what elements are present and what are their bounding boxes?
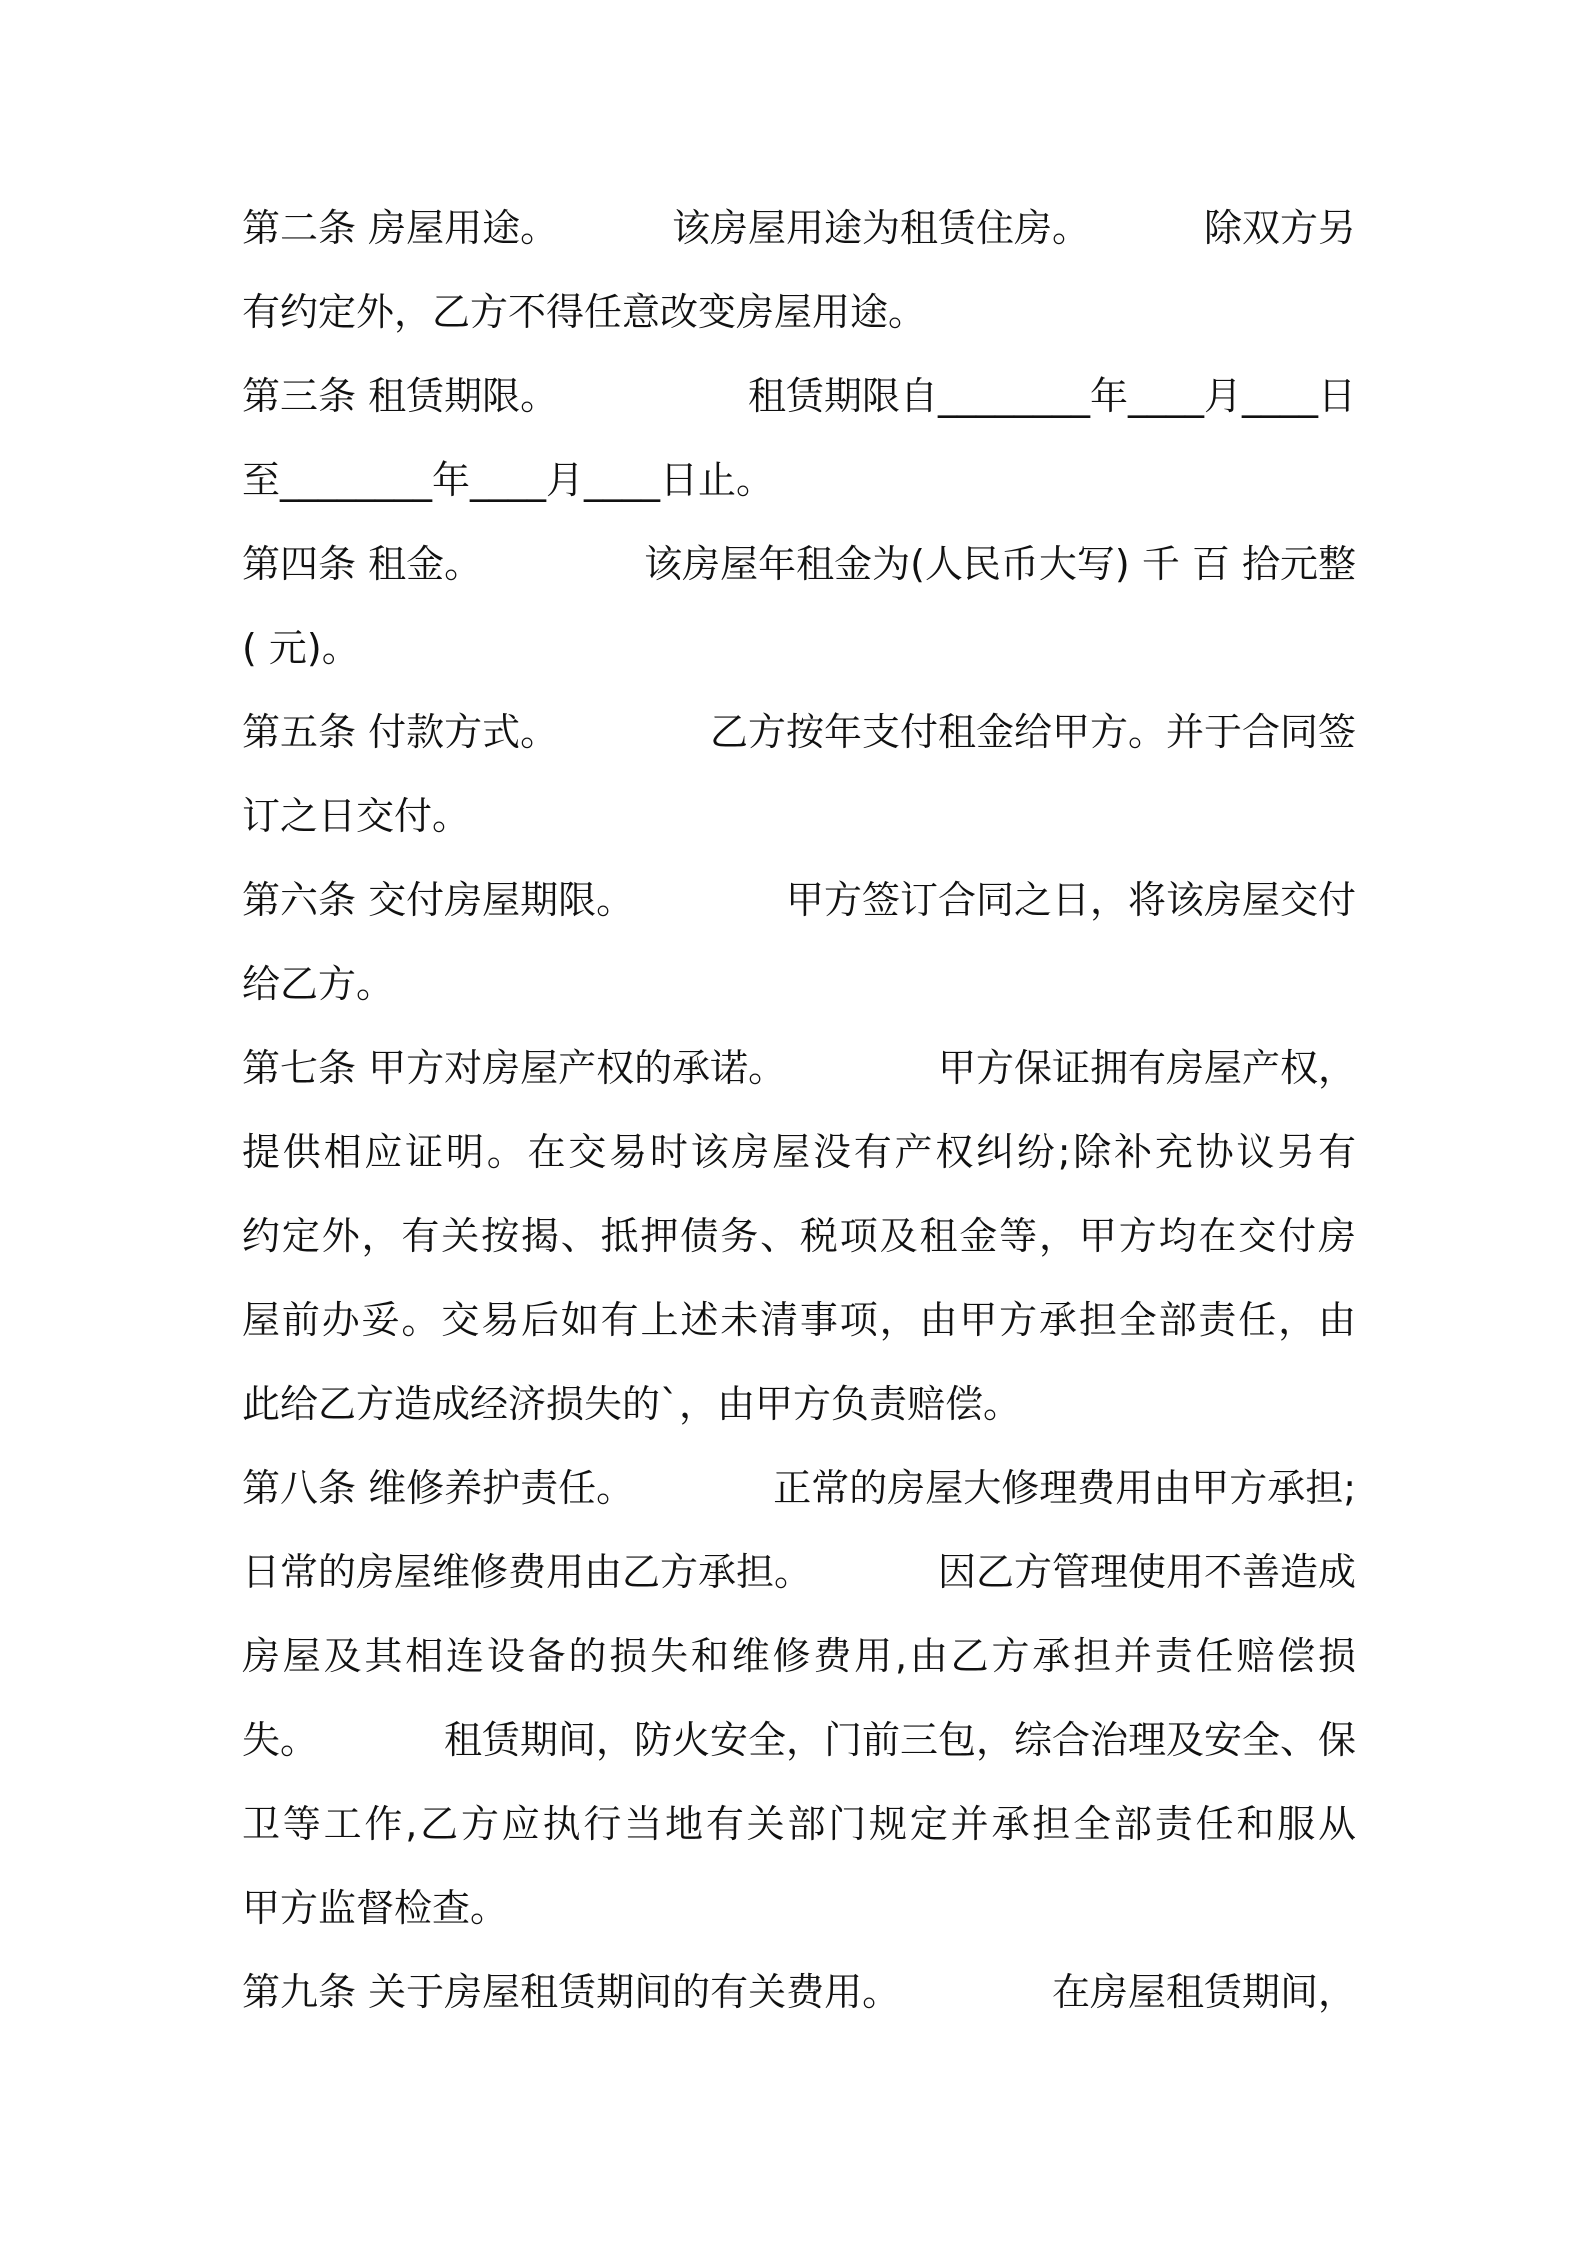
line-text: 第九条 关于房屋租赁期间的有关费用。 — [242, 1970, 901, 2014]
line-text: 甲方保证拥有房屋产权， — [937, 1046, 1356, 1090]
line-text: 该房屋年租金为(人民币大写) 千 百 拾元整 — [644, 542, 1356, 586]
contract-line — [242, 1446, 1356, 1530]
line-text: 有约定外，乙方不得任意改变房屋用途。 — [242, 290, 927, 334]
line-text: 订之日交付。 — [242, 794, 471, 838]
article-3 — [242, 354, 1356, 522]
line-text: 第三条 租赁期限。 — [242, 374, 559, 418]
article-8 — [242, 1446, 1356, 1950]
article-6 — [242, 858, 1356, 1026]
contract-line — [242, 1026, 1356, 1110]
line-text: ( 元)。 — [242, 626, 360, 670]
contract-line — [242, 1278, 1356, 1362]
contract-line — [242, 942, 1356, 1026]
contract-line — [242, 186, 1356, 270]
contract-page — [242, 186, 1356, 2034]
contract-line — [242, 858, 1356, 942]
contract-line — [242, 606, 1356, 690]
contract-line — [242, 1782, 1356, 1866]
line-text: 甲方监督检查。 — [242, 1886, 509, 1930]
contract-line — [242, 438, 1356, 522]
line-text: 第八条 维修养护责任。 — [242, 1466, 635, 1510]
line-text: 至________年____月____日止。 — [242, 458, 775, 502]
line-text: 租赁期间，防火安全，门前三包，综合治理及安全、保 — [443, 1718, 1356, 1762]
line-text: 日常的房屋维修费用由乙方承担。 — [242, 1550, 813, 1594]
article-5 — [242, 690, 1356, 858]
line-text: 第二条 房屋用途。 — [242, 206, 559, 250]
line-text: 第五条 付款方式。 — [242, 710, 559, 754]
line-text: 除双方另 — [1203, 206, 1356, 250]
line-text: 失。 — [242, 1718, 319, 1762]
line-text: 屋前办妥。交易后如有上述未清事项，由甲方承担全部责任，由 — [242, 1298, 1356, 1342]
article-4 — [242, 522, 1356, 690]
line-text: 给乙方。 — [242, 962, 395, 1006]
contract-line — [242, 1698, 1356, 1782]
line-text: 租赁期限自________年____月____日 — [747, 374, 1356, 418]
line-text: 该房屋用途为租赁住房。 — [672, 206, 1091, 250]
contract-line — [242, 522, 1356, 606]
contract-line — [242, 690, 1356, 774]
contract-line — [242, 1866, 1356, 1950]
line-text: 卫等工作,乙方应执行当地有关部门规定并承担全部责任和服从 — [242, 1802, 1356, 1846]
article-2 — [242, 186, 1356, 354]
line-text: 乙方按年支付租金给甲方。并于合同签 — [709, 710, 1356, 754]
contract-line — [242, 1194, 1356, 1278]
line-text: 约定外，有关按揭、抵押债务、税项及租金等，甲方均在交付房 — [242, 1214, 1356, 1258]
article-7 — [242, 1026, 1356, 1446]
contract-line — [242, 1362, 1356, 1446]
line-text: 第七条 甲方对房屋产权的承诺。 — [242, 1046, 787, 1090]
contract-line — [242, 1950, 1356, 2034]
line-text: 正常的房屋大修理费用由甲方承担; — [773, 1466, 1356, 1510]
contract-line — [242, 1614, 1356, 1698]
article-9 — [242, 1950, 1356, 2034]
contract-line — [242, 1530, 1356, 1614]
line-text: 在房屋租赁期间， — [1051, 1970, 1356, 2014]
line-text: 房屋及其相连设备的损失和维修费用,由乙方承担并责任赔偿损 — [242, 1634, 1356, 1678]
line-text: 提供相应证明。在交易时该房屋没有产权纠纷;除补充协议另有 — [242, 1130, 1356, 1174]
contract-line — [242, 1110, 1356, 1194]
contract-line — [242, 354, 1356, 438]
line-text: 第四条 租金。 — [242, 542, 483, 586]
line-text: 第六条 交付房屋期限。 — [242, 878, 635, 922]
line-text: 甲方签订合同之日，将该房屋交付 — [785, 878, 1356, 922]
line-text: 因乙方管理使用不善造成 — [937, 1550, 1356, 1594]
contract-line — [242, 270, 1356, 354]
contract-line — [242, 774, 1356, 858]
line-text: 此给乙方造成经济损失的`，由甲方负责赔偿。 — [242, 1382, 1022, 1426]
